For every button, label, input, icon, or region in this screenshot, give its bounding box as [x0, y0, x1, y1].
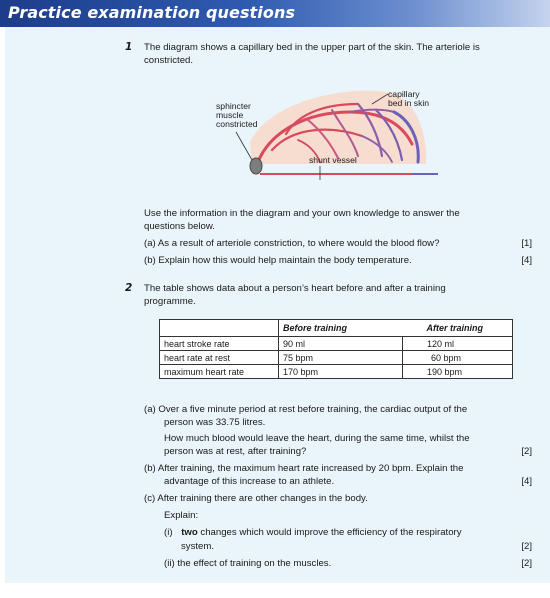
- q1-use-line-2: questions below.: [144, 221, 215, 232]
- label-capillary-line-1: capillary: [388, 89, 420, 99]
- table-row: [160, 351, 513, 365]
- q1-part-a-mark: [1]: [521, 238, 532, 249]
- table-cell-label: heart stroke rate: [160, 337, 279, 351]
- page-title: Practice examination questions: [8, 3, 296, 22]
- heart-data-table: [159, 319, 513, 379]
- q2-b-mark: [4]: [521, 476, 532, 487]
- q2-a-line-3: How much blood would leave the heart, during the same time, whilst the: [164, 433, 470, 444]
- label-sphincter-line-1: sphincter: [216, 101, 251, 111]
- q2-c-i-rest: changes which would improve the efficiency of the respiratory: [197, 527, 462, 538]
- q2-b-line-2: advantage of this increase to an athlete.: [164, 476, 335, 487]
- q2-a-line-1: (a) Over a five minute period at rest before training, the cardiac output of the: [144, 404, 468, 415]
- q2-c-line-1: (c) After training there are other changes in the body.: [144, 493, 368, 504]
- q2-b-line-1: (b) After training, the maximum heart rate increased by 20 bpm. Explain the: [144, 463, 464, 474]
- q2-c-explain: Explain:: [164, 510, 199, 521]
- table-cell-before: 170 bpm: [279, 365, 403, 379]
- q2-c-i-emphasis: two: [181, 527, 198, 538]
- q2-intro-line-2: programme.: [144, 296, 196, 307]
- capillary-bed-diagram: [212, 86, 438, 190]
- table-header-before: Before training: [279, 320, 403, 337]
- q2-intro-line-1: The table shows data about a person’s heart before and after a training: [144, 283, 446, 294]
- table-header-blank: [160, 320, 279, 337]
- q2-c-i-line-1: [164, 527, 462, 539]
- q2-c-ii-mark: [2]: [521, 558, 532, 569]
- table-cell-after: 120 ml: [403, 337, 513, 351]
- table-header-after: After training: [403, 320, 513, 337]
- table-cell-before: 90 ml: [279, 337, 403, 351]
- table-row: [160, 365, 513, 379]
- q2-c-i-mark: [2]: [521, 541, 532, 552]
- q2-a-line-4: person was at rest, after training?: [164, 446, 307, 457]
- table-cell-label: heart rate at rest: [160, 351, 279, 365]
- label-shunt-vessel: shunt vessel: [309, 155, 357, 165]
- q2-c-i-line-2: system.: [181, 541, 215, 552]
- q1-part-b-mark: [4]: [521, 255, 532, 266]
- table-cell-before: 75 bpm: [279, 351, 403, 365]
- table-header-row: [160, 320, 513, 337]
- q2-c-ii: (ii) the effect of training on the muscles.: [164, 558, 332, 569]
- label-sphincter-line-2: muscle: [216, 110, 244, 120]
- q1-part-a: (a) As a result of arteriole constriction, to where would the blood flow?: [144, 238, 440, 249]
- q1-part-b: (b) Explain how this would help maintain the body temperature.: [144, 255, 412, 266]
- table-cell-after: 60 bpm: [403, 351, 513, 365]
- q1-use-line-1: Use the information in the diagram and your own knowledge to answer the: [144, 208, 460, 219]
- question-2-number: 2: [125, 282, 133, 294]
- question-1-number: 1: [125, 41, 133, 53]
- q2-a-line-2: person was 33.75 litres.: [164, 417, 266, 428]
- q2-c-i-prefix: (i): [164, 527, 173, 538]
- table-row: [160, 337, 513, 351]
- sphincter-muscle: [250, 158, 262, 174]
- q1-intro-line-2: constricted.: [144, 55, 194, 66]
- section-header: [0, 0, 550, 27]
- label-sphincter-line-3: constricted: [216, 119, 258, 129]
- table-cell-label: maximum heart rate: [160, 365, 279, 379]
- label-capillary-line-2: bed in skin: [388, 98, 430, 108]
- q2-a-mark: [2]: [521, 446, 532, 457]
- table-cell-after: 190 bpm: [403, 365, 513, 379]
- q1-intro-line-1: The diagram shows a capillary bed in the upper part of the skin. The arteriole is: [144, 42, 480, 53]
